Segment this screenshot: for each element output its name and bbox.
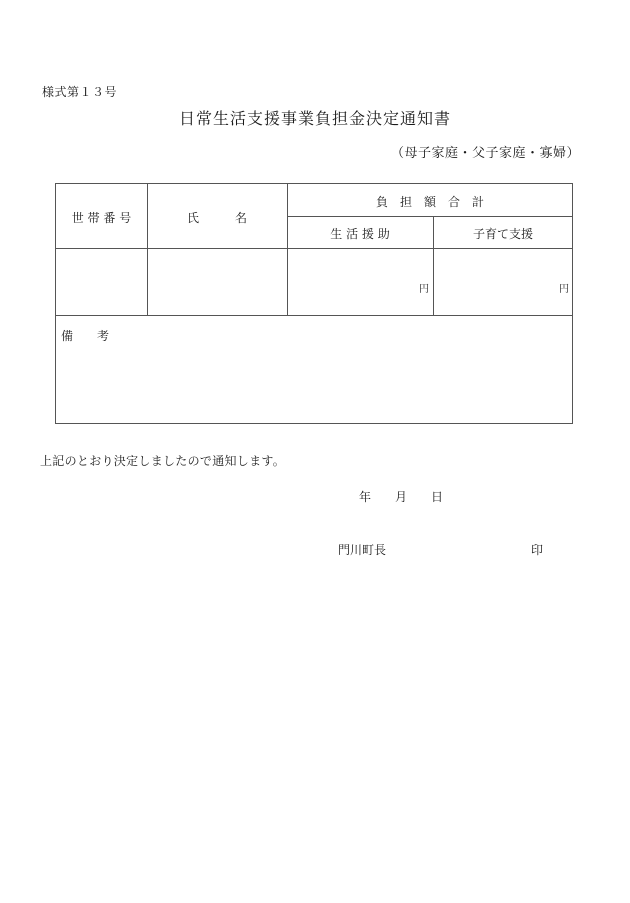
divider: [287, 216, 573, 217]
notice-text: 上記のとおり決定しましたので通知します。: [40, 454, 286, 468]
form-table: [55, 183, 573, 424]
yen-unit-living-support: 円: [419, 284, 429, 295]
living-support-amount-field[interactable]: [288, 249, 433, 315]
issuer-name: 門川町長: [338, 543, 387, 557]
document-subtitle: （母子家庭・父子家庭・寡婦）: [390, 146, 580, 161]
household-number-field[interactable]: [56, 249, 147, 315]
childcare-support-label: 子育て支援: [472, 227, 533, 241]
burden-total-label: 負 担 額 合 計: [375, 195, 484, 209]
living-support-label: 生 活 援 助: [330, 227, 390, 241]
name-field[interactable]: [148, 249, 287, 315]
yen-unit-childcare-support: 円: [559, 284, 569, 295]
date-line: 年 月 日: [359, 490, 444, 504]
name-label: 氏 名: [186, 211, 247, 225]
remarks-field[interactable]: [56, 316, 573, 423]
household-number-label: 世 帯 番 号: [71, 211, 132, 225]
document-title: 日常生活支援事業負担金決定通知書: [178, 109, 451, 128]
form-number: 様式第１３号: [42, 85, 118, 99]
seal-mark: 印: [531, 543, 544, 557]
remarks-label: 備 考: [61, 329, 110, 343]
childcare-support-amount-field[interactable]: [434, 249, 573, 315]
